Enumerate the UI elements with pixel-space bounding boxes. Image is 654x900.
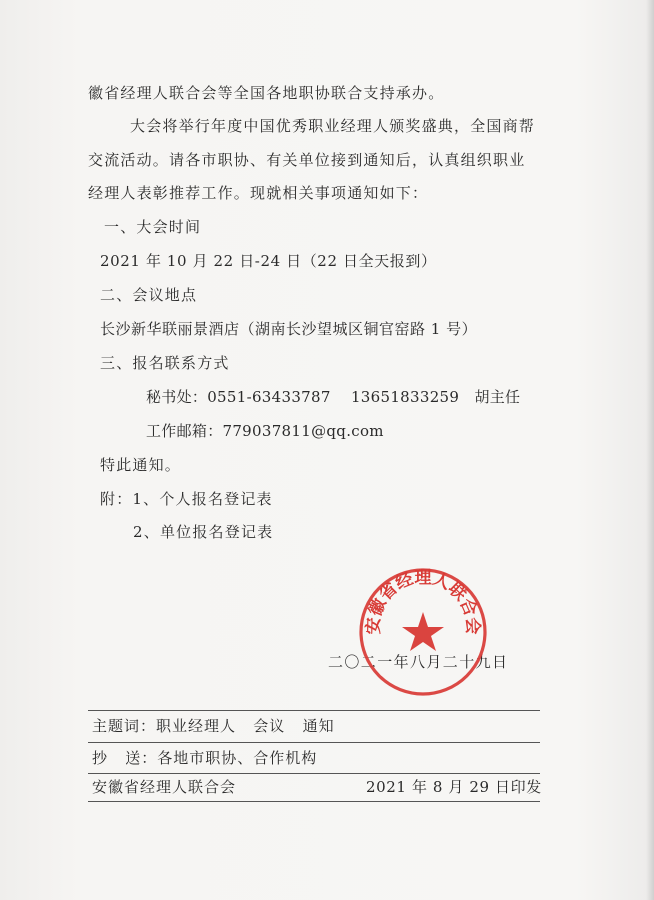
footer-print-date: 2021 年 8 月 29 日印发 <box>366 778 542 796</box>
contact-email: 工作邮箱：779037811@qq.com <box>146 422 384 440</box>
section-heading-place: 二、会议地点 <box>100 286 198 304</box>
attachment-2: 2、单位报名登记表 <box>133 523 274 541</box>
body-line-3: 交流活动。请各市职协、有关单位接到通知后，认真组织职业 <box>88 151 526 169</box>
attachment-1: 附：1、个人报名登记表 <box>100 490 273 508</box>
footer-cc: 抄 送：各地市职协、合作机构 <box>92 749 318 767</box>
section-heading-contact: 三、报名联系方式 <box>100 354 230 372</box>
contact-phone: 秘书处：0551-63433787 13651833259 胡主任 <box>146 388 521 406</box>
footer-issuer: 安徽省经理人联合会 <box>92 778 237 796</box>
official-seal <box>357 566 489 698</box>
body-line-1: 徽省经理人联合会等全国各地职协联合支持承办。 <box>88 84 445 102</box>
body-line-4: 经理人表彰推荐工作。现就相关事项通知如下： <box>88 184 429 202</box>
footer-rule-top <box>88 710 540 711</box>
seal-org-text: 安徽省经理人联合会 <box>363 567 483 635</box>
body-line-2: 大会将举行年度中国优秀职业经理人颁奖盛典，全国商帮 <box>130 117 536 135</box>
footer-rule-bottom <box>88 801 540 802</box>
meeting-time: 2021 年 10 月 22 日-24 日（22 日全天报到） <box>100 252 437 270</box>
page-edge-shadow <box>646 0 654 900</box>
footer-rule-1 <box>88 742 540 743</box>
seal-star-icon <box>402 612 444 651</box>
closing-notice: 特此通知。 <box>100 456 182 474</box>
section-heading-time: 一、大会时间 <box>104 218 202 236</box>
footer-keywords: 主题词：职业经理人 会议 通知 <box>92 717 335 735</box>
footer-rule-2 <box>88 773 540 774</box>
meeting-place: 长沙新华联丽景酒店（湖南长沙望城区铜官窑路 1 号） <box>100 320 478 338</box>
document-date: 二〇二一年八月二十九日 <box>328 653 509 671</box>
